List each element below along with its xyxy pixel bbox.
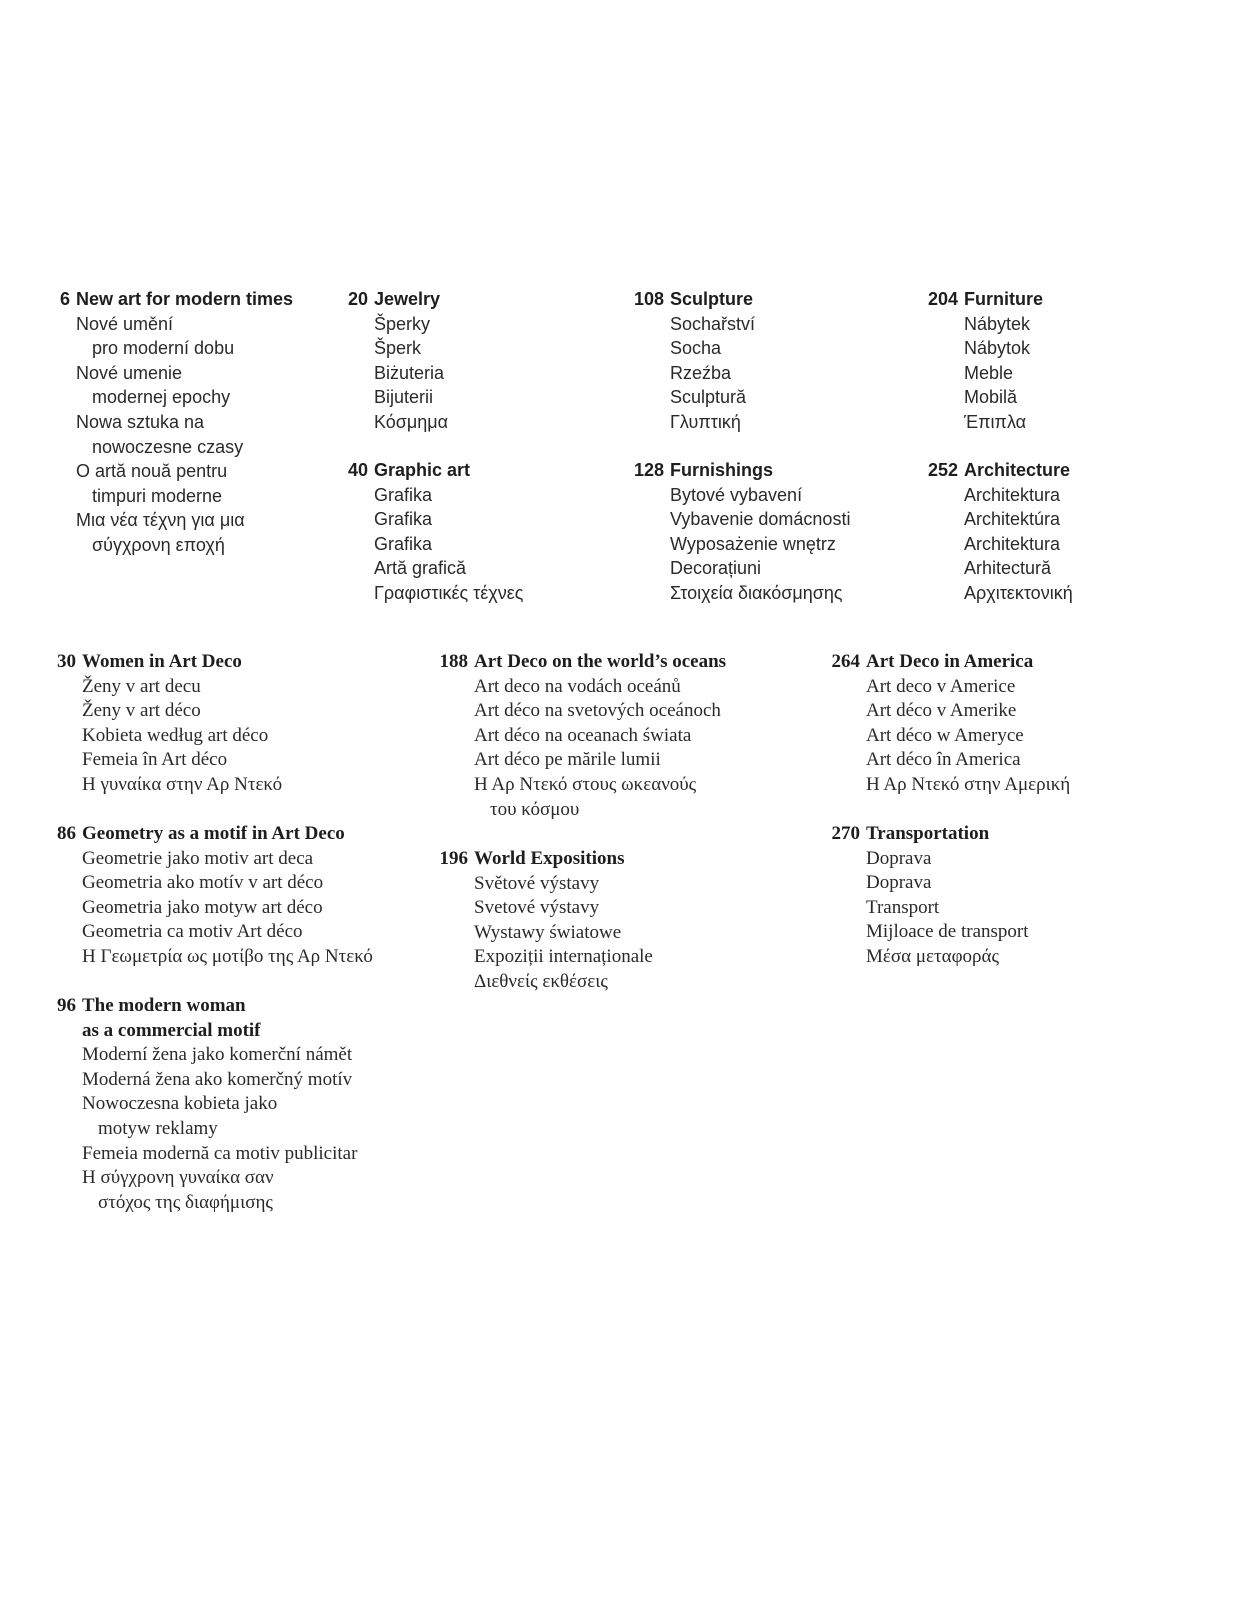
translation-list [820,675,1070,798]
translation-list [48,312,293,558]
translation-line: Art deco na vodách oceánů [474,675,681,697]
section-title: Architecture [964,460,1071,480]
page-number: 264 [831,651,860,672]
translation-line: Geometria jako motyw art déco [82,896,323,918]
translation-line: Grafika [374,484,433,505]
translation-list [334,312,448,435]
translation-line: Nábytok [964,338,1031,359]
translation-list [44,847,373,970]
translation-line: Architektura [964,533,1061,554]
translation-line: Geometria ako motív v art déco [82,872,324,894]
translation-line: Šperk [374,338,422,359]
page-number: 96 [57,995,76,1016]
page-number: 108 [633,289,664,309]
translation-line: Art déco v Amerike [866,700,1017,722]
toc-entry [44,994,357,1215]
translation-line: Art déco na svetových oceánoch [474,700,721,722]
toc-entry [820,650,1070,798]
translation-line: Γραφιστικές τέχνες [374,582,524,603]
translation-line: Διεθνείς εκθέσεις [474,970,608,992]
translation-line: Arhitectură [964,558,1052,579]
translation-list [428,675,726,823]
section-title: World Expositions [474,848,625,869]
translation-line: Wyposażenie wnętrz [670,533,836,554]
section-title: Furniture [964,289,1043,309]
translation-line: Expoziții internaționale [474,946,653,968]
toc-entry [620,458,850,606]
translation-line: Mijloace de transport [866,921,1029,943]
entry-heading [428,847,653,872]
section-title: Furnishings [670,460,773,480]
toc-entry [44,822,373,970]
translation-line: Moderní žena jako komerční námět [82,1044,353,1066]
page-number: 270 [831,823,860,844]
translation-line: Socha [670,338,722,359]
toc-entry [918,458,1073,606]
translation-line-continued: modernej epochy [92,387,231,408]
translation-list [334,483,523,606]
translation-list [44,675,282,798]
translation-line: Έπιπλα [964,411,1027,432]
translation-line-continued: nowoczesne czasy [92,436,244,457]
toc-entry [48,287,293,558]
translation-line: Geometria ca motiv Art déco [82,921,303,943]
entry-heading [334,458,523,483]
translation-list [428,872,653,995]
page-number: 252 [927,460,958,480]
translation-line: Nowa sztuka na [76,411,205,432]
translation-line: Grafika [374,509,433,530]
translation-list [820,847,1029,970]
section-title: Art Deco in America [866,651,1034,672]
translation-line: Wystawy światowe [474,921,622,943]
translation-line: Στοιχεία διακόσμησης [670,582,843,603]
translation-line: Bytové vybavení [670,484,803,505]
translation-line-continued: timpuri moderne [92,485,223,506]
translation-line: Μια νέα τέχνη για μια [76,510,245,531]
translation-line: Doprava [866,872,932,894]
entry-heading [820,650,1070,675]
translation-line: Femeia în Art déco [82,749,228,771]
translation-line: Η Αρ Ντεκό στην Αμερική [866,773,1071,795]
translation-line: Nábytek [964,313,1031,334]
entry-heading [44,994,357,1019]
translation-line: Η Αρ Ντεκό στους ωκεανούς [474,773,697,795]
page-number: 196 [439,848,468,869]
section-title: Transportation [866,823,990,844]
translation-line: Ženy v art decu [82,675,201,697]
translation-line-continued: του κόσμου [490,798,580,820]
translation-line: Η Γεωμετρία ως μοτίβο της Αρ Ντεκό [82,945,373,967]
page-number: 86 [57,823,76,844]
translation-line: Femeia modernă ca motiv publicitar [82,1142,358,1164]
translation-line: Γλυπτική [670,411,741,432]
entry-heading [334,287,448,312]
translation-line: Art deco v Americe [866,675,1016,697]
translation-line: Αρχιτεκτονική [964,582,1073,603]
translation-line: Ženy v art déco [82,700,201,722]
entry-heading [918,287,1043,312]
translation-line: Art déco na oceanach świata [474,724,692,746]
translation-line: Art déco în America [866,749,1021,771]
section-title-continued: as a commercial motif [82,1019,261,1041]
translation-line: Sculptură [670,387,747,408]
entry-heading [620,287,755,312]
translation-list [620,483,850,606]
translation-line: Vybavenie domácnosti [670,509,851,530]
translation-line: Architektúra [964,509,1061,530]
page-number: 188 [439,651,468,672]
entry-heading [48,287,293,312]
toc-entry [428,650,726,822]
page-number: 30 [57,651,76,672]
translation-line: Mobilă [964,387,1018,408]
toc-entry [428,847,653,995]
page-number: 40 [347,460,368,480]
section-title: Graphic art [374,460,471,480]
page-number: 128 [633,460,664,480]
translation-line: Sochařství [670,313,756,334]
section-title: Jewelry [374,289,441,309]
translation-line: Artă grafică [374,558,467,579]
translation-line: Světové výstavy [474,872,600,894]
entry-heading [428,650,726,675]
page-number: 204 [927,289,958,309]
translation-line: Rzeźba [670,362,732,383]
translation-line-continued: στόχος της διαφήμισης [98,1191,273,1213]
translation-line: Η γυναίκα στην Αρ Ντεκό [82,773,283,795]
translation-line: Šperky [374,313,431,334]
translation-line: Grafika [374,533,433,554]
entry-heading [918,458,1073,483]
section-title: Art Deco on the world’s oceans [474,651,727,672]
translation-line: Nové umění [76,313,174,334]
translation-line: Art déco w Ameryce [866,724,1024,746]
translation-line: Κόσμημα [374,411,449,432]
translation-line: Η σύγχρονη γυναίκα σαν [82,1167,274,1189]
section-title: Sculpture [670,289,754,309]
translation-line: Moderná žena ako komerčný motív [82,1068,353,1090]
entry-heading [44,822,373,847]
translation-line: Bijuterii [374,387,434,408]
translation-line: Architektura [964,484,1061,505]
translation-line: Svetové výstavy [474,897,600,919]
toc-entry [44,650,282,798]
toc-entry [620,287,755,435]
translation-list [918,312,1043,435]
translation-line: Kobieta według art déco [82,724,269,746]
section-title: New art for modern times [76,289,294,309]
translation-line: Biżuteria [374,362,445,383]
translation-line: Geometrie jako motiv art deca [82,847,314,869]
toc-entry [918,287,1043,435]
translation-list [44,1019,357,1216]
page-number: 6 [59,289,70,309]
toc-entry [334,287,448,435]
translation-line: Art déco pe mările lumii [474,749,661,771]
toc-entry [334,458,523,606]
entry-heading [820,822,1029,847]
translation-line: Μέσα μεταφοράς [866,945,999,967]
translation-line-continued: pro moderní dobu [92,338,235,359]
toc-entry [820,822,1029,970]
section-title: The modern woman [82,995,246,1016]
translation-line: Transport [866,896,940,918]
translation-line: O artă nouă pentru [76,461,228,482]
translation-line: Meble [964,362,1014,383]
section-title: Geometry as a motif in Art Deco [82,823,345,844]
translation-list [620,312,755,435]
translation-line: Decorațiuni [670,558,762,579]
entry-heading [44,650,282,675]
entry-heading [620,458,850,483]
section-title: Women in Art Deco [82,651,242,672]
translation-line: Nowoczesna kobieta jako [82,1093,278,1115]
page-number: 20 [347,289,368,309]
translation-list [918,483,1073,606]
translation-line: Doprava [866,847,932,869]
translation-line-continued: σύγχρονη εποχή [92,534,225,555]
translation-line-continued: motyw reklamy [98,1117,218,1139]
translation-line: Nové umenie [76,362,183,383]
